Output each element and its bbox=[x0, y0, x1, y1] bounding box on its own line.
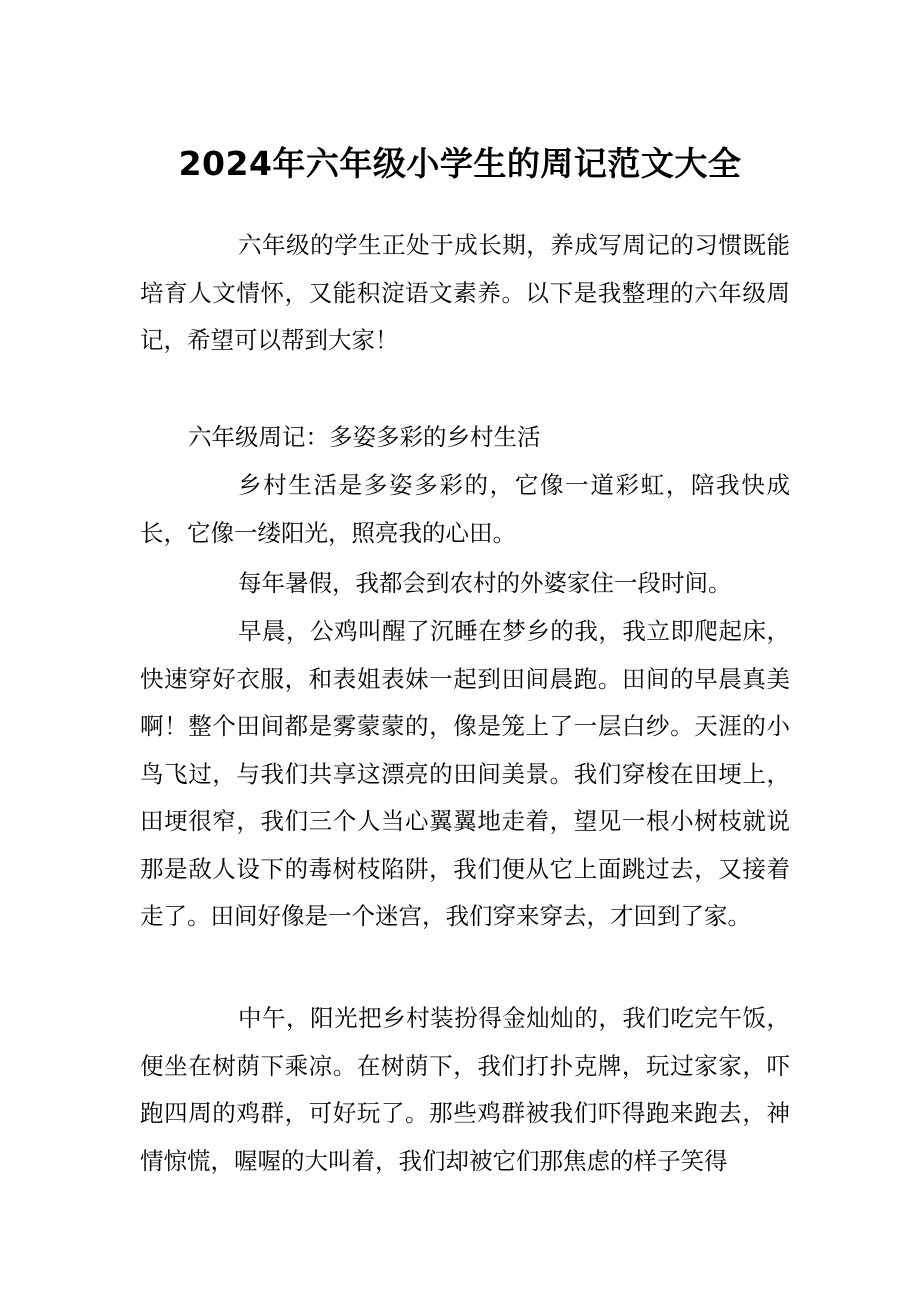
intro-paragraph: 六年级的学生正处于成长期，养成写周记的习惯既能培育人文情怀，又能积淀语文素养。以下是我整理的六年级周记，希望可以帮到大家！ bbox=[140, 231, 790, 354]
body-paragraph: 乡村生活是多姿多彩的，它像一道彩虹，陪我快成长，它像一缕阳光，照亮我的心田。 bbox=[140, 471, 790, 547]
section-heading: 六年级周记：多姿多彩的乡村生活 bbox=[188, 423, 541, 451]
body-paragraph: 中午，阳光把乡村装扮得金灿灿的，我们吃完午饭，便坐在树荫下乘凉。在树荫下，我们打扑克牌，玩过家家，吓跑四周的鸡群，可好玩了。那些鸡群被我们吓得跑来跑去，神情惊慌，喔喔的大叫着，我们却被它们那焦虑的样子笑得 bbox=[140, 1004, 790, 1175]
body-paragraph: 早晨，公鸡叫醒了沉睡在梦乡的我，我立即爬起床，快速穿好衣服，和表姐表妹一起到田间晨跑。田间的早晨真美啊！整个田间都是雾蒙蒙的，像是笼上了一层白纱。天涯的小鸟飞过，与我们共享这漂亮的田间美景。我们穿梭在田埂上，田埂很窄，我们三个人当心翼翼地走着，望见一根小树枝就说那是敌人设下的毒树枝陷阱，我们便从它上面跳过去，又接着走了。田间好像是一个迷宫，我们穿来穿去，才回到了家。 bbox=[140, 617, 790, 930]
body-paragraph: 每年暑假，我都会到农村的外婆家住一段时间。 bbox=[238, 569, 732, 597]
document-title: 2024年六年级小学生的周记范文大全 bbox=[178, 144, 742, 183]
